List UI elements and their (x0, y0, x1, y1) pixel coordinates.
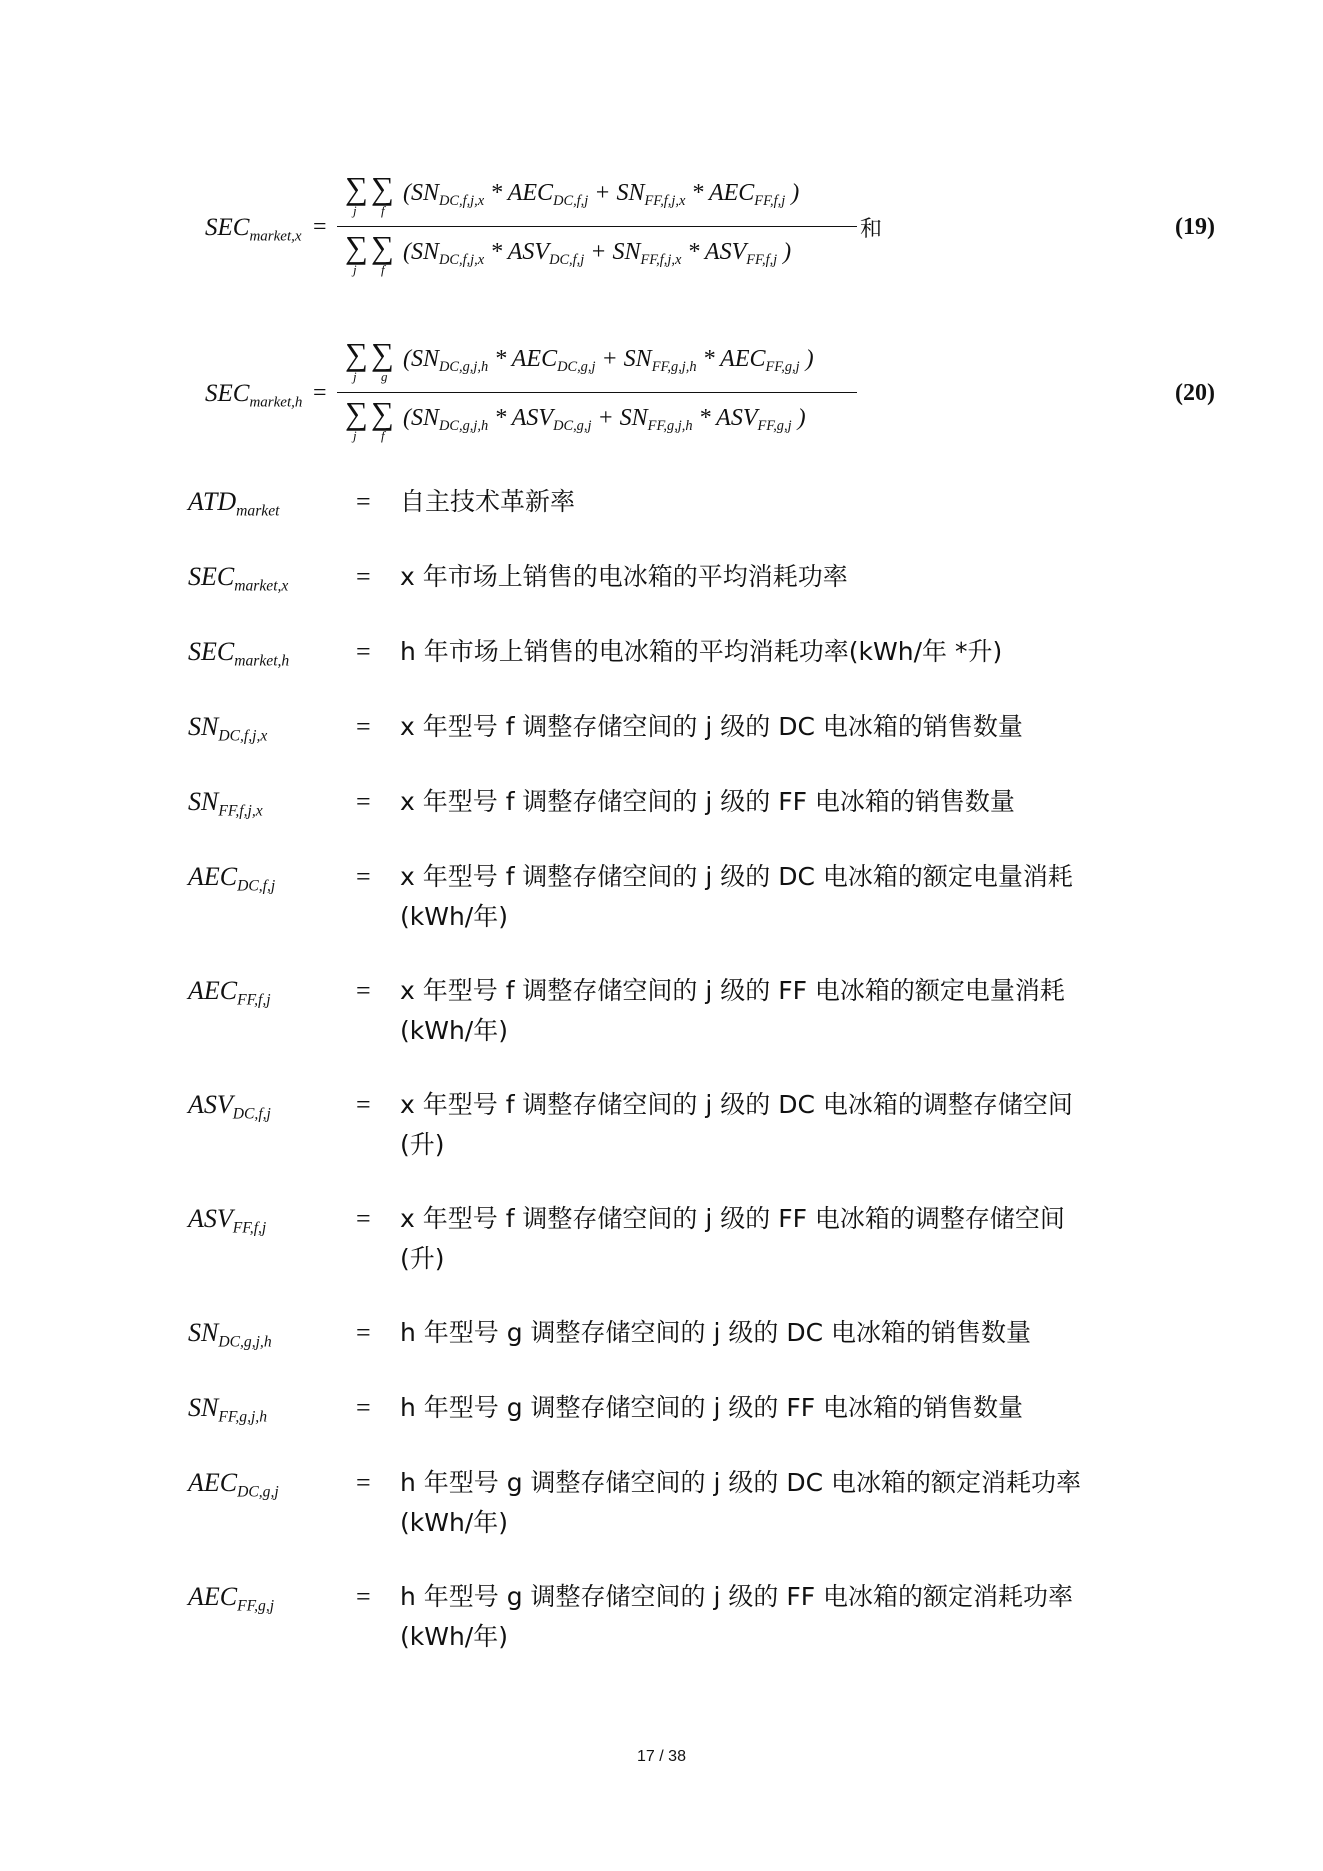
double-sum: ∑ ∑ j f (345, 229, 394, 277)
definition-text: 自主技术革新率 (400, 487, 576, 516)
equation-number: (20) (1175, 380, 1215, 406)
definition-text: x 年型号 f 调整存储空间的 j 级的 FF 电冰箱的调整存储空间 (400, 1204, 1065, 1233)
definition-text: x 年市场上销售的电冰箱的平均消耗功率 (400, 562, 848, 591)
equals-sign: = (313, 380, 327, 406)
numerator-expression: ($SN_{DC,g,j,h} * AEC_{DC,g,j} + SN_{FF,g,j,h} * AEC_{FF,g,j}$ ) (403, 346, 814, 376)
definition-text: x 年型号 f 调整存储空间的 j 级的 FF 电冰箱的额定电量消耗 (400, 976, 1065, 1005)
denominator-expression: ($SN_{DC,f,j,x} * ASV_{DC,f,j} + SN_{FF,f,j,x} * ASV_{FF,f,j}$ ) (403, 239, 792, 269)
definition-item (188, 1199, 1138, 1279)
definition-text: h 年型号 g 调整存储空间的 j 级的 DC 电冰箱的销售数量 (400, 1318, 1031, 1347)
fraction (337, 170, 857, 285)
equation-number: (19) (1175, 214, 1215, 240)
equals-sign: = (356, 712, 371, 741)
double-sum: ∑ ∑ j f (345, 170, 394, 218)
definition-symbol: $SN_{FF,f,j,x}$ (188, 787, 263, 820)
equals-sign: = (356, 637, 371, 666)
denominator (337, 395, 857, 451)
definition-unit: (kWh/年) (400, 1622, 508, 1651)
definition-item (188, 557, 1138, 597)
double-sum: ∑ ∑ j g (345, 336, 394, 384)
definition-item (188, 971, 1138, 1051)
definition-symbol: $AEC_{DC,f,j}$ (188, 862, 276, 895)
definition-symbol: $SN_{DC,g,j,h}$ (188, 1318, 272, 1351)
equals-sign: = (356, 787, 371, 816)
definition-unit: (kWh/年) (400, 902, 508, 931)
fraction-bar (337, 392, 857, 393)
conjunction: 和 (860, 217, 883, 242)
definition-item (188, 857, 1138, 937)
equals-sign: = (356, 976, 371, 1005)
equation-19 (205, 170, 1215, 300)
definition-symbol: $SN_{FF,g,j,h}$ (188, 1393, 268, 1426)
definition-text: x 年型号 f 调整存储空间的 j 级的 DC 电冰箱的调整存储空间 (400, 1090, 1073, 1119)
denominator-expression: ($SN_{DC,g,j,h} * ASV_{DC,g,j} + SN_{FF,g,j,h} * ASV_{FF,g,j}$ ) (403, 405, 806, 435)
equals-sign: = (356, 1090, 371, 1119)
equals-sign: = (356, 1393, 371, 1422)
definition-item (188, 782, 1138, 822)
double-sum: ∑ ∑ j f (345, 395, 394, 443)
definition-symbol: $SN_{DC,f,j,x}$ (188, 712, 268, 745)
equals-sign: = (356, 1582, 371, 1611)
definition-item (188, 482, 1138, 522)
numerator (337, 170, 857, 226)
definition-unit: (kWh/年) (400, 1016, 508, 1045)
definition-symbol: $AEC_{FF,g,j}$ (188, 1582, 275, 1615)
definition-item (188, 1085, 1138, 1165)
definition-text: x 年型号 f 调整存储空间的 j 级的 DC 电冰箱的销售数量 (400, 712, 1023, 741)
equation-lhs: $SEC_{market,h}$ (205, 380, 303, 411)
definition-symbol: $ASV_{DC,f,j}$ (188, 1090, 271, 1123)
definition-item (188, 707, 1138, 747)
equation-lhs: $SEC_{market,x}$ (205, 214, 302, 245)
definition-text: h 年型号 g 调整存储空间的 j 级的 FF 电冰箱的销售数量 (400, 1393, 1024, 1422)
equation-20 (205, 336, 1215, 466)
definition-text: h 年市场上销售的电冰箱的平均消耗功率(kWh/年 *升) (400, 637, 1003, 666)
fraction-bar (337, 226, 857, 227)
definition-symbol: $SEC_{market,x}$ (188, 562, 289, 595)
numerator-expression: ($SN_{DC,f,j,x} * AEC_{DC,f,j} + SN_{FF,f,j,x} * AEC_{FF,f,j}$ ) (403, 180, 800, 210)
definition-text: x 年型号 f 调整存储空间的 j 级的 DC 电冰箱的额定电量消耗 (400, 862, 1073, 891)
equals-sign: = (356, 1318, 371, 1347)
numerator (337, 336, 857, 392)
equals-sign: = (356, 487, 371, 516)
definition-item (188, 1313, 1138, 1353)
definition-unit: (升) (400, 1130, 445, 1159)
definitions-list (188, 482, 1138, 1657)
definition-text: h 年型号 g 调整存储空间的 j 级的 FF 电冰箱的额定消耗功率 (400, 1582, 1074, 1611)
definition-symbol: $AEC_{FF,f,j}$ (188, 976, 271, 1009)
definition-symbol: $ASV_{FF,f,j}$ (188, 1204, 267, 1237)
denominator (337, 229, 857, 285)
definition-text: h 年型号 g 调整存储空间的 j 级的 DC 电冰箱的额定消耗功率 (400, 1468, 1081, 1497)
equals-sign: = (356, 862, 371, 891)
definition-unit: (升) (400, 1244, 445, 1273)
equals-sign: = (356, 1204, 371, 1233)
definition-item (188, 1388, 1138, 1428)
definition-item (188, 1577, 1138, 1657)
definition-item (188, 1463, 1138, 1543)
definition-symbol: $SEC_{market,h}$ (188, 637, 290, 670)
definition-item (188, 632, 1138, 672)
definition-unit: (kWh/年) (400, 1508, 508, 1537)
definition-text: x 年型号 f 调整存储空间的 j 级的 FF 电冰箱的销售数量 (400, 787, 1015, 816)
equals-sign: = (313, 214, 327, 240)
equals-sign: = (356, 562, 371, 591)
fraction (337, 336, 857, 451)
definition-symbol: $ATD_{market}$ (188, 487, 280, 520)
page-number: 17 / 38 (637, 1748, 686, 1765)
definition-symbol: $AEC_{DC,g,j}$ (188, 1468, 279, 1501)
equals-sign: = (356, 1468, 371, 1497)
